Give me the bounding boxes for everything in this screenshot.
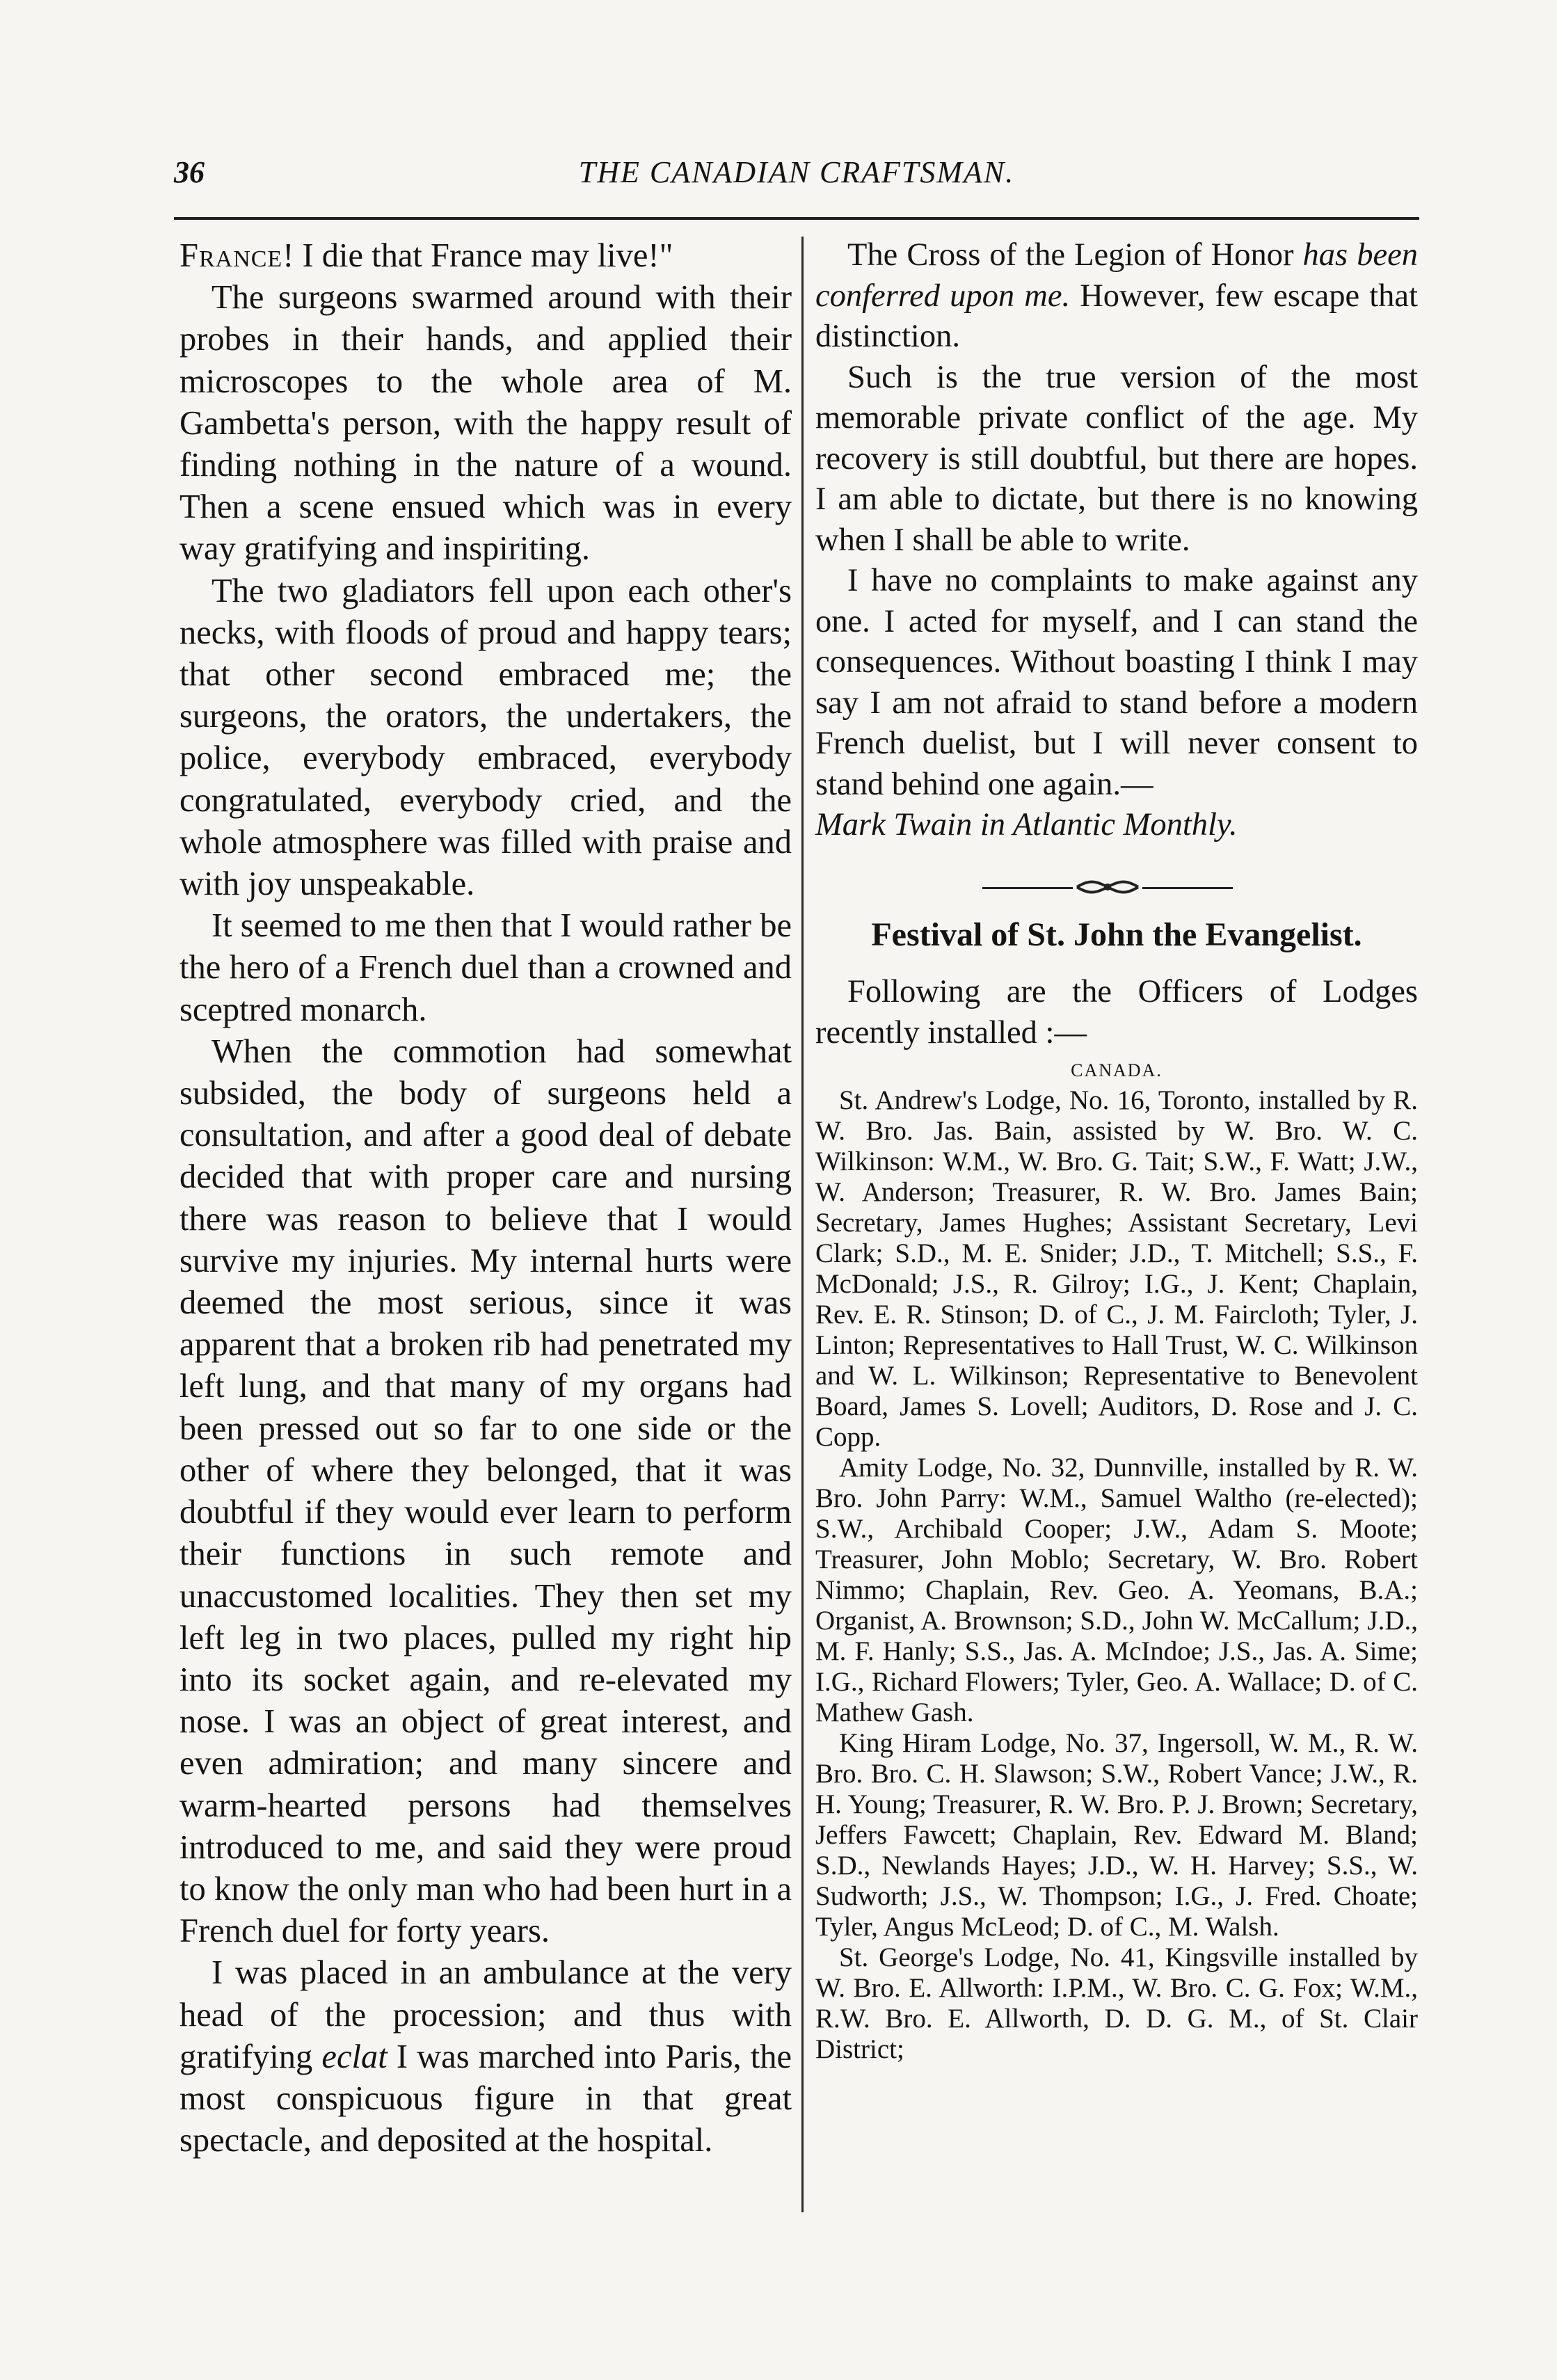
paragraph-text: I was placed in an ambulance at the very head of the procession; and thus with gratifying	[179, 1954, 792, 2075]
page-number: 36	[174, 155, 205, 189]
paragraph-commotion: When the commotion had somewhat subsided, the body of surgeons held a consultation, and after a good deal of debate decided that with proper care and nursing there was reason to believe that I would survive my injuries. My internal hurts were deemed the most serious, since it was apparent that a broken rib had penetrated my left lung, and that many of my organs had been pressed out so far to one side or the other of where they belonged, that it was doubtful if they would ever learn to perform their functions in such remote and unaccustomed localities. They then set my left leg in two places, pulled my right hip into its socket again, and re-elevated my nose. I was an object of great interest, and even admiration; and many sincere and warm-hearted persons had themselves introduced to me, and said they were proud to know the only man who had been hurt in a French duel for forty years.	[179, 1032, 792, 1950]
paragraph-text: I was marched into Paris, the most conspicuous figure in that great spectacle, and deposited at the hospital.	[179, 2038, 792, 2159]
page-header	[174, 154, 1419, 196]
lodge-entry: St. Andrew's Lodge, No. 16, Toronto, installed by R. W. Bro. Jas. Bain, assisted by W. Bro. W. C. Wilkinson: W.M., W. Bro. G. Tait; S.W., F. Watt; J.W., W. Anderson; Treasurer, R. W. Bro. James Bain; Secretary, James Hughes; Assistant Secretary, Levi Clark; S.D., M. E. Snider; J.D., T. Mitchell; S.S., F. McDonald; J.S., R. Gilroy; I.G., J. Kent; Chaplain, Rev. E. R. Stinson; D. of C., J. M. Faircloth; Tyler, J. Linton; Representatives to Hall Trust, W. C. Wilkinson and W. L. Wilkinson; Representative to Benevolent Board, James S. Lovell; Auditors, D. Rose and J. C. Copp.	[815, 1085, 1418, 1452]
lodges-intro: Following are the Officers of Lodges recently installed :—	[815, 974, 1418, 1051]
paragraph-hero: It seemed to me then that I would rather be the hero of a French duel than a crowned and sceptred monarch.	[179, 907, 792, 1028]
left-column	[179, 235, 792, 2162]
paragraph-legion-of-honor	[815, 235, 1418, 358]
header-rule	[174, 217, 1419, 220]
paragraph-text: The Cross of the Legion of Honor	[847, 237, 1303, 273]
paragraph-text: However, few escape that distinction.	[815, 278, 1418, 354]
column-divider	[801, 237, 804, 2212]
ornament-line-right	[1142, 887, 1233, 889]
paragraph-italic-word: eclat	[321, 2038, 388, 2075]
ornament-line-left	[982, 887, 1073, 889]
section-ornament	[815, 866, 1418, 908]
ornament-knot-icon	[1074, 879, 1141, 895]
right-column	[815, 235, 1418, 2065]
paragraph-no-complaints: I have no complaints to make against any one. I acted for myself, and I can stand the consequences. Without boasting I think I may say I am not afraid to stand before a modern French duelist, but I will never consent to stand behind one again.—	[815, 563, 1418, 802]
paragraph-lead-word: France	[179, 237, 283, 274]
paragraph-surgeons: The surgeons swarmed around with their probes in their hands, and applied their microscopes to the whole area of M. Gambetta's person, with the happy result of finding nothing in the nature of a wound. Then a scene ensued which was in every way gratifying and inspiriting.	[179, 279, 792, 568]
paragraph-true-version: Such is the true version of the most memorable private conflict of the age. My recovery is still doubtful, but there are hopes. I am able to dictate, but there is no knowing when I shall be able to write.	[815, 359, 1418, 558]
lodge-entry: St. George's Lodge, No. 41, Kingsville installed by W. Bro. E. Allworth: I.P.M., W. Bro. C. G. Fox; W.M., R.W. Bro. E. Allworth, D. D. G. M., of St. Clair District;	[815, 1942, 1418, 2064]
paragraph-gladiators: The two gladiators fell upon each other's necks, with floods of proud and happy tears; that other second embraced me; the surgeons, the orators, the undertakers, the police, everybody embraced, everybody congratulated, everybody cried, and the whole atmosphere was filled with praise and with joy unspeakable.	[179, 572, 792, 903]
lodge-entry: King Hiram Lodge, No. 37, Ingersoll, W. M., R. W. Bro. Bro. C. H. Slawson; S.W., Robert Vance; J.W., R. H. Young; Treasurer, R. W. Bro. P. J. Brown; Secretary, Jeffers Fawcett; Chaplain, Rev. Edward M. Bland; S.D., Newlands Hayes; J.D., W. H. Harvey; S.S., W. Sudworth; J.S., W. Thompson; I.G., J. Fred. Choate; Tyler, Angus McLeod; D. of C., M. Walsh.	[815, 1728, 1418, 1942]
paragraph-text: ! I die that France may live!"	[282, 237, 673, 274]
country-subheading: CANADA.	[1071, 1060, 1163, 1080]
paragraph-italic-phrase: has been conferred upon me.	[815, 237, 1418, 314]
lodge-entry: Amity Lodge, No. 32, Dunnville, installed by R. W. Bro. John Parry: W.M., Samuel Waltho (re-elected); S.W., Archibald Cooper; J.W., Adam S. Moote; Treasurer, John Moblo; Secretary, W. Bro. Robert Nimmo; Chaplain, Rev. Geo. A. Yeomans, B.A.; Organist, A. Brownson; S.D., John W. McCallum; J.D., M. F. Hanly; S.S., Jas. A. McIndoe; J.S., Jas. A. Sime; I.G., Richard Flowers; Tyler, Geo. A. Wallace; D. of C. Mathew Gash.	[815, 1453, 1418, 1727]
paragraph-ambulance	[179, 1952, 792, 2162]
attribution: Mark Twain in Atlantic Monthly.	[815, 807, 1238, 842]
section-heading: Festival of St. John the Evangelist.	[871, 916, 1362, 953]
running-title: THE CANADIAN CRAFTSMAN.	[578, 155, 1015, 189]
paragraph-france	[179, 235, 792, 277]
